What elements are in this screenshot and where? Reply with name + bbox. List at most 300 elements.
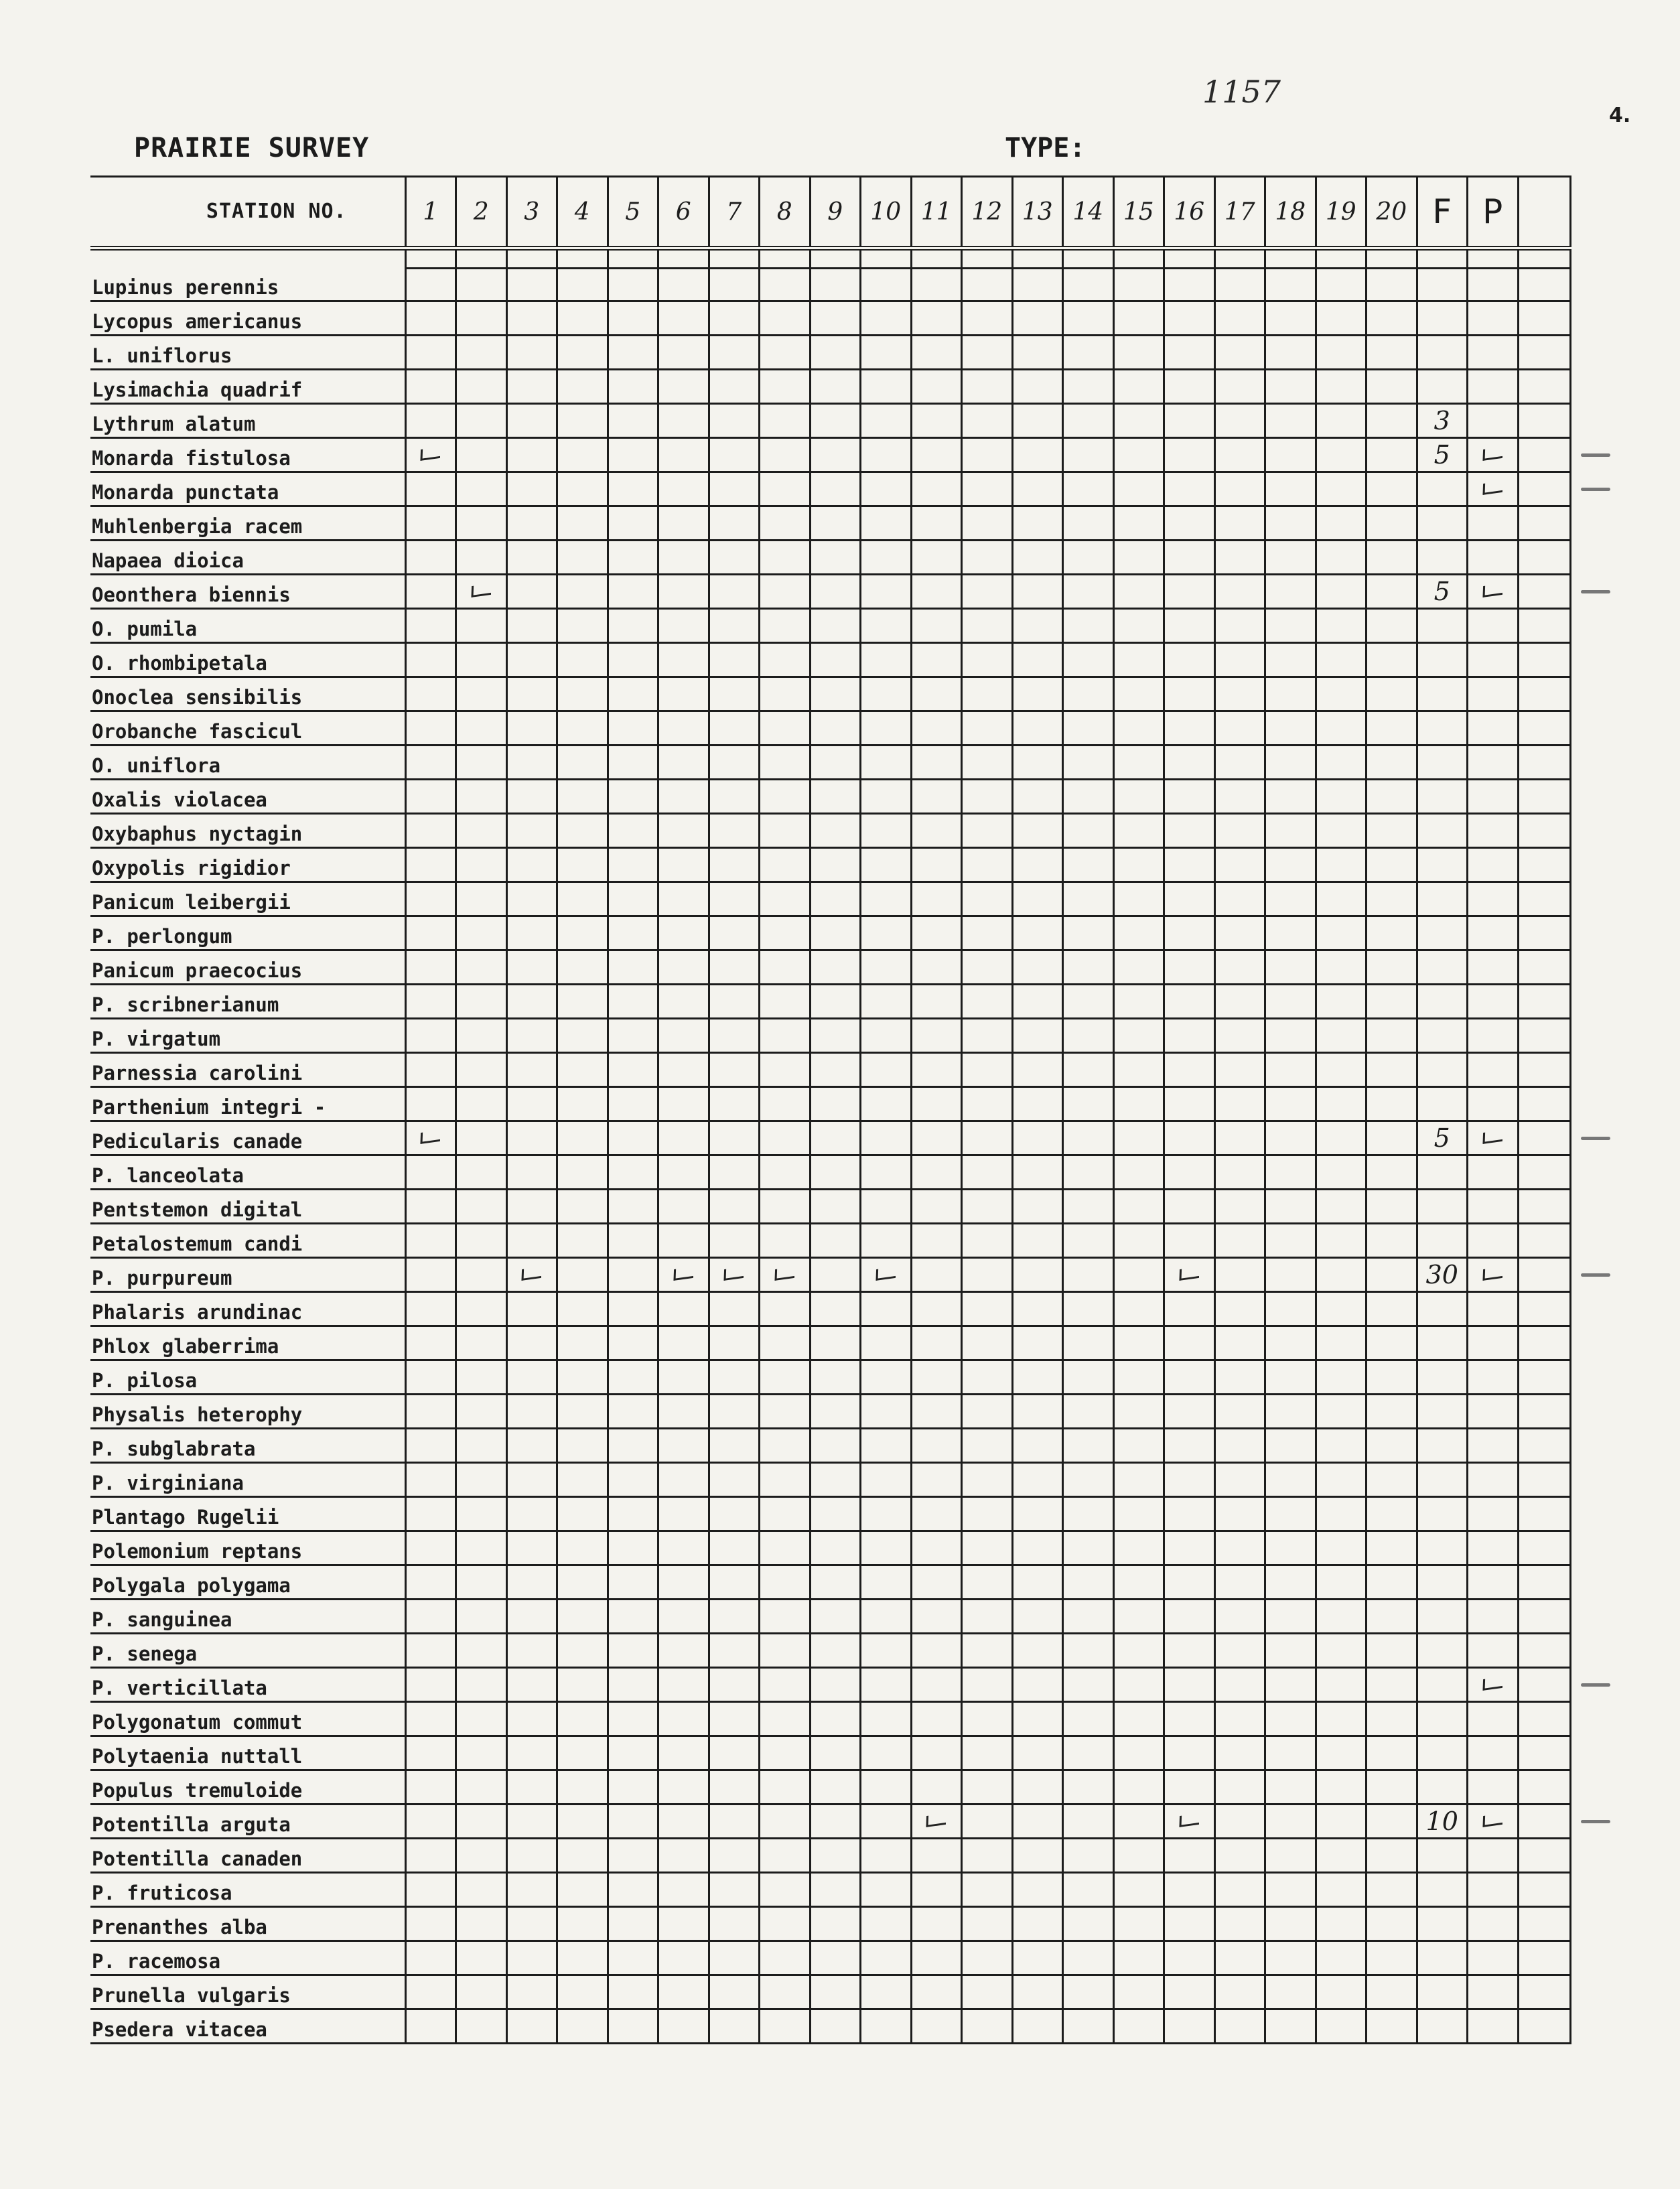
grid-cell xyxy=(810,1702,861,1736)
grid-cell xyxy=(1214,1531,1265,1565)
grid-cell xyxy=(1113,1053,1164,1087)
species-name: Polytaenia nuttall xyxy=(90,1736,405,1770)
header-row xyxy=(90,177,1570,249)
grid-cell xyxy=(608,404,658,438)
grid-cell xyxy=(810,677,861,711)
table-row xyxy=(90,1463,1570,1497)
grid-cell xyxy=(760,1155,811,1190)
species-name: Panicum praecocius xyxy=(90,950,405,985)
grid-cell xyxy=(810,916,861,950)
grid-cell xyxy=(810,1292,861,1326)
grid-cell xyxy=(760,575,811,609)
grid-cell xyxy=(1468,1360,1519,1395)
grid-cell xyxy=(405,1224,456,1258)
grid-cell xyxy=(1367,1087,1417,1121)
grid-cell xyxy=(506,814,557,848)
column-number: 1 xyxy=(423,198,439,226)
grid-cell xyxy=(1214,1395,1265,1429)
grid-cell xyxy=(1265,1702,1316,1736)
grid-cell xyxy=(1367,1907,1417,1941)
grid-cell xyxy=(709,301,760,336)
grid-cell xyxy=(1214,301,1265,336)
grid-cell xyxy=(1417,1702,1468,1736)
grid-cell xyxy=(1468,1668,1519,1702)
grid-cell xyxy=(456,1736,507,1770)
grid-cell xyxy=(456,1121,507,1155)
grid-cell xyxy=(861,677,912,711)
grid-cell xyxy=(1316,746,1367,780)
grid-cell xyxy=(911,609,962,643)
grid-cell xyxy=(1063,1053,1114,1087)
species-name: Petalostemum candi xyxy=(90,1224,405,1258)
grid-cell xyxy=(1012,404,1063,438)
grid-cell xyxy=(608,609,658,643)
grid-cell xyxy=(1518,677,1570,711)
grid-cell xyxy=(861,1668,912,1702)
grid-cell xyxy=(1063,1360,1114,1395)
grid-cell xyxy=(1367,1326,1417,1360)
grid-cell xyxy=(962,1190,1013,1224)
grid-cell xyxy=(405,1941,456,1975)
grid-cell xyxy=(608,438,658,472)
column-header xyxy=(1417,177,1468,249)
table-row xyxy=(90,1087,1570,1121)
grid-cell xyxy=(506,1873,557,1907)
grid-cell xyxy=(760,336,811,370)
species-name: P. virgatum xyxy=(90,1019,405,1053)
grid-cell xyxy=(1012,814,1063,848)
grid-cell xyxy=(810,780,861,814)
grid-cell xyxy=(1265,1463,1316,1497)
grid-cell xyxy=(1214,1600,1265,1634)
grid-cell xyxy=(1063,575,1114,609)
margin-dash xyxy=(1581,1273,1610,1277)
grid-cell xyxy=(1164,746,1215,780)
grid-cell xyxy=(1113,1702,1164,1736)
grid-cell xyxy=(456,1805,507,1839)
grid-cell xyxy=(1316,438,1367,472)
grid-cell xyxy=(709,643,760,677)
grid-cell xyxy=(861,1736,912,1770)
grid-cell xyxy=(557,404,608,438)
grid-cell xyxy=(962,1326,1013,1360)
grid-cell xyxy=(557,1702,608,1736)
grid-cell xyxy=(1265,643,1316,677)
grid-cell xyxy=(760,780,811,814)
grid-cell xyxy=(1468,1019,1519,1053)
grid-cell xyxy=(557,1053,608,1087)
grid-cell xyxy=(557,1565,608,1600)
grid-cell xyxy=(810,1565,861,1600)
grid-cell xyxy=(962,1292,1013,1326)
grid-cell xyxy=(557,336,608,370)
grid-cell xyxy=(709,1975,760,2009)
grid-cell xyxy=(405,1258,456,1292)
grid-cell xyxy=(1113,506,1164,541)
grid-cell xyxy=(456,1668,507,1702)
grid-cell xyxy=(1265,609,1316,643)
grid-cell xyxy=(962,1805,1013,1839)
grid-cell xyxy=(1265,848,1316,882)
grid-cell xyxy=(1417,370,1468,404)
grid-cell xyxy=(405,404,456,438)
grid-cell xyxy=(557,711,608,746)
grid-cell xyxy=(1063,1975,1114,2009)
spacer-row xyxy=(90,249,1570,269)
checkmark-icon xyxy=(421,447,441,461)
spacer-cell xyxy=(1063,249,1114,269)
grid-cell xyxy=(1367,780,1417,814)
grid-cell xyxy=(709,1087,760,1121)
grid-cell xyxy=(911,575,962,609)
grid-cell xyxy=(1316,336,1367,370)
grid-cell xyxy=(608,1429,658,1463)
grid-cell xyxy=(1367,1873,1417,1907)
grid-cell xyxy=(658,1360,709,1395)
grid-cell xyxy=(557,882,608,916)
grid-cell xyxy=(506,1941,557,1975)
grid-cell xyxy=(760,882,811,916)
grid-cell xyxy=(1113,609,1164,643)
grid-cell xyxy=(608,336,658,370)
grid-cell xyxy=(557,677,608,711)
grid-cell xyxy=(1164,1497,1215,1531)
checkmark-icon xyxy=(1482,1267,1502,1281)
survey-table xyxy=(90,175,1571,2044)
grid-cell xyxy=(405,1873,456,1907)
grid-cell xyxy=(1316,1326,1367,1360)
grid-cell xyxy=(1518,472,1570,506)
grid-cell xyxy=(1316,780,1367,814)
table-row xyxy=(90,985,1570,1019)
grid-cell xyxy=(760,1053,811,1087)
table-row xyxy=(90,1975,1570,2009)
grid-cell xyxy=(557,1224,608,1258)
grid-cell xyxy=(1518,609,1570,643)
grid-cell xyxy=(1164,1907,1215,1941)
grid-cell xyxy=(1164,1702,1215,1736)
grid-cell xyxy=(1214,1805,1265,1839)
grid-cell xyxy=(1316,1839,1367,1873)
grid-cell xyxy=(1518,268,1570,301)
table-row xyxy=(90,472,1570,506)
grid-cell xyxy=(861,1565,912,1600)
grid-cell xyxy=(557,1839,608,1873)
grid-cell xyxy=(1518,2009,1570,2044)
grid-cell xyxy=(506,882,557,916)
grid-cell xyxy=(557,1531,608,1565)
grid-cell xyxy=(709,472,760,506)
grid-cell xyxy=(760,1531,811,1565)
grid-cell xyxy=(810,1395,861,1429)
grid-cell xyxy=(456,1839,507,1873)
grid-cell xyxy=(1113,336,1164,370)
frequency-value: 5 xyxy=(1433,1123,1450,1153)
species-name: Parthenium integri - xyxy=(90,1087,405,1121)
grid-cell xyxy=(810,609,861,643)
grid-cell xyxy=(1468,1600,1519,1634)
grid-cell xyxy=(1012,1121,1063,1155)
grid-cell xyxy=(658,711,709,746)
grid-cell xyxy=(608,780,658,814)
grid-cell xyxy=(760,1292,811,1326)
grid-cell xyxy=(1316,1805,1367,1839)
spacer-cell xyxy=(1265,249,1316,269)
grid-cell xyxy=(608,1805,658,1839)
grid-cell xyxy=(1164,1805,1215,1839)
grid-cell xyxy=(1012,1600,1063,1634)
grid-cell xyxy=(1012,370,1063,404)
table-row xyxy=(90,1941,1570,1975)
grid-cell xyxy=(1518,1702,1570,1736)
grid-cell xyxy=(658,301,709,336)
grid-cell xyxy=(1367,1565,1417,1600)
spacer-cell xyxy=(1214,249,1265,269)
grid-cell xyxy=(1518,780,1570,814)
grid-cell xyxy=(1417,1155,1468,1190)
grid-cell xyxy=(1316,1668,1367,1702)
grid-cell xyxy=(861,746,912,780)
margin-dash xyxy=(1581,453,1610,457)
grid-cell xyxy=(1214,1839,1265,1873)
grid-cell xyxy=(1417,780,1468,814)
grid-cell xyxy=(861,1360,912,1395)
grid-cell xyxy=(405,950,456,985)
table-row xyxy=(90,1600,1570,1634)
grid-cell xyxy=(506,1019,557,1053)
grid-cell xyxy=(1265,575,1316,609)
grid-cell xyxy=(608,746,658,780)
grid-cell xyxy=(962,1258,1013,1292)
grid-cell xyxy=(1417,848,1468,882)
grid-cell xyxy=(1214,1873,1265,1907)
grid-cell xyxy=(1367,472,1417,506)
grid-cell xyxy=(861,575,912,609)
grid-cell xyxy=(506,950,557,985)
grid-cell xyxy=(608,1736,658,1770)
grid-cell xyxy=(405,1702,456,1736)
grid-cell xyxy=(962,1736,1013,1770)
column-header xyxy=(962,177,1013,249)
grid-cell xyxy=(1265,1053,1316,1087)
grid-cell xyxy=(1214,746,1265,780)
grid-cell xyxy=(456,1907,507,1941)
grid-cell xyxy=(456,541,507,575)
page-title: PRAIRIE SURVEY xyxy=(134,133,370,163)
grid-cell xyxy=(911,1873,962,1907)
grid-cell xyxy=(1012,985,1063,1019)
grid-cell xyxy=(557,575,608,609)
grid-cell xyxy=(557,472,608,506)
species-name: Lycopus americanus xyxy=(90,301,405,336)
grid-cell xyxy=(1113,1736,1164,1770)
column-header xyxy=(506,177,557,249)
grid-cell xyxy=(709,1736,760,1770)
grid-cell xyxy=(506,916,557,950)
grid-cell xyxy=(1367,268,1417,301)
grid-cell xyxy=(608,1907,658,1941)
grid-cell xyxy=(962,1839,1013,1873)
grid-cell xyxy=(506,1190,557,1224)
grid-cell xyxy=(760,1941,811,1975)
grid-cell xyxy=(709,1155,760,1190)
grid-cell xyxy=(810,746,861,780)
grid-cell xyxy=(1063,1634,1114,1668)
grid-cell xyxy=(1113,472,1164,506)
grid-cell xyxy=(405,1770,456,1805)
grid-cell xyxy=(1012,1770,1063,1805)
species-name: Pedicularis canade xyxy=(90,1121,405,1155)
grid-cell xyxy=(1468,1087,1519,1121)
grid-cell xyxy=(1468,301,1519,336)
grid-cell xyxy=(709,1463,760,1497)
grid-cell xyxy=(911,541,962,575)
margin-dash xyxy=(1581,1820,1610,1823)
grid-cell xyxy=(658,1463,709,1497)
grid-cell xyxy=(1164,1087,1215,1121)
grid-cell xyxy=(1316,301,1367,336)
grid-cell xyxy=(1518,1668,1570,1702)
grid-cell xyxy=(861,541,912,575)
grid-cell xyxy=(1214,1975,1265,2009)
grid-cell xyxy=(760,438,811,472)
grid-cell xyxy=(658,916,709,950)
grid-cell xyxy=(1518,1941,1570,1975)
grid-cell xyxy=(506,1497,557,1531)
grid-cell xyxy=(1367,506,1417,541)
grid-cell xyxy=(1417,916,1468,950)
grid-cell xyxy=(1417,882,1468,916)
grid-cell xyxy=(1214,404,1265,438)
grid-cell xyxy=(1316,1395,1367,1429)
grid-cell xyxy=(911,370,962,404)
grid-cell xyxy=(1164,1668,1215,1702)
grid-cell xyxy=(1164,370,1215,404)
grid-cell xyxy=(810,2009,861,2044)
grid-cell xyxy=(1113,1463,1164,1497)
grid-cell xyxy=(1113,1600,1164,1634)
grid-cell xyxy=(1518,1087,1570,1121)
grid-cell xyxy=(1265,404,1316,438)
grid-cell xyxy=(1012,609,1063,643)
grid-cell xyxy=(1012,438,1063,472)
grid-cell xyxy=(1468,370,1519,404)
species-name: Orobanche fascicul xyxy=(90,711,405,746)
grid-cell xyxy=(1417,1190,1468,1224)
grid-cell xyxy=(1164,1463,1215,1497)
grid-cell xyxy=(405,1634,456,1668)
grid-cell xyxy=(810,950,861,985)
grid-cell xyxy=(1164,1600,1215,1634)
grid-cell xyxy=(405,1463,456,1497)
grid-cell xyxy=(506,541,557,575)
grid-cell xyxy=(1265,1531,1316,1565)
grid-cell xyxy=(962,1907,1013,1941)
grid-cell xyxy=(1468,814,1519,848)
grid-cell xyxy=(1518,1873,1570,1907)
grid-cell xyxy=(1518,882,1570,916)
grid-cell xyxy=(1316,1702,1367,1736)
grid-cell xyxy=(861,1224,912,1258)
grid-cell xyxy=(506,1224,557,1258)
grid-cell xyxy=(861,1873,912,1907)
grid-cell xyxy=(1063,1736,1114,1770)
grid-cell xyxy=(658,1565,709,1600)
grid-cell xyxy=(1214,916,1265,950)
grid-cell xyxy=(1063,2009,1114,2044)
grid-cell xyxy=(1113,370,1164,404)
grid-cell xyxy=(1316,1565,1367,1600)
species-name: Polygonatum commut xyxy=(90,1702,405,1736)
table-row xyxy=(90,336,1570,370)
grid-cell xyxy=(608,1326,658,1360)
grid-cell xyxy=(1164,780,1215,814)
grid-cell xyxy=(1468,1907,1519,1941)
grid-cell xyxy=(962,711,1013,746)
grid-cell xyxy=(658,1087,709,1121)
grid-cell xyxy=(962,1531,1013,1565)
grid-cell xyxy=(760,1805,811,1839)
grid-cell xyxy=(1063,1668,1114,1702)
table-row xyxy=(90,814,1570,848)
grid-cell xyxy=(1164,1941,1215,1975)
grid-cell xyxy=(1113,985,1164,1019)
grid-cell xyxy=(810,1873,861,1907)
grid-cell xyxy=(405,1190,456,1224)
grid-cell xyxy=(456,814,507,848)
table-row xyxy=(90,1565,1570,1600)
column-header xyxy=(1316,177,1367,249)
grid-cell xyxy=(557,506,608,541)
column-number: 12 xyxy=(971,198,1003,226)
grid-cell xyxy=(1417,1907,1468,1941)
grid-cell xyxy=(506,1155,557,1190)
grid-cell xyxy=(506,1087,557,1121)
grid-cell xyxy=(861,1497,912,1531)
grid-cell xyxy=(962,1429,1013,1463)
grid-cell xyxy=(1316,506,1367,541)
grid-cell xyxy=(861,1600,912,1634)
grid-cell xyxy=(608,1975,658,2009)
grid-cell xyxy=(1316,1224,1367,1258)
grid-cell xyxy=(658,780,709,814)
table-row xyxy=(90,404,1570,438)
grid-cell xyxy=(1113,1497,1164,1531)
grid-cell xyxy=(709,404,760,438)
grid-cell xyxy=(608,711,658,746)
grid-cell xyxy=(1417,1019,1468,1053)
grid-cell xyxy=(1214,1497,1265,1531)
grid-cell xyxy=(658,1805,709,1839)
grid-cell xyxy=(1367,746,1417,780)
grid-cell xyxy=(1518,1121,1570,1155)
grid-cell xyxy=(911,1292,962,1326)
species-name: Polygala polygama xyxy=(90,1565,405,1600)
grid-cell xyxy=(1417,1805,1468,1839)
grid-cell xyxy=(1518,1497,1570,1531)
grid-cell xyxy=(962,643,1013,677)
grid-cell xyxy=(810,472,861,506)
table-row xyxy=(90,1805,1570,1839)
grid-cell xyxy=(405,575,456,609)
grid-cell xyxy=(1518,1634,1570,1668)
grid-cell xyxy=(1518,541,1570,575)
grid-cell xyxy=(1113,438,1164,472)
grid-cell xyxy=(1113,1634,1164,1668)
species-name: P. sanguinea xyxy=(90,1600,405,1634)
grid-cell xyxy=(810,575,861,609)
grid-cell xyxy=(1367,643,1417,677)
